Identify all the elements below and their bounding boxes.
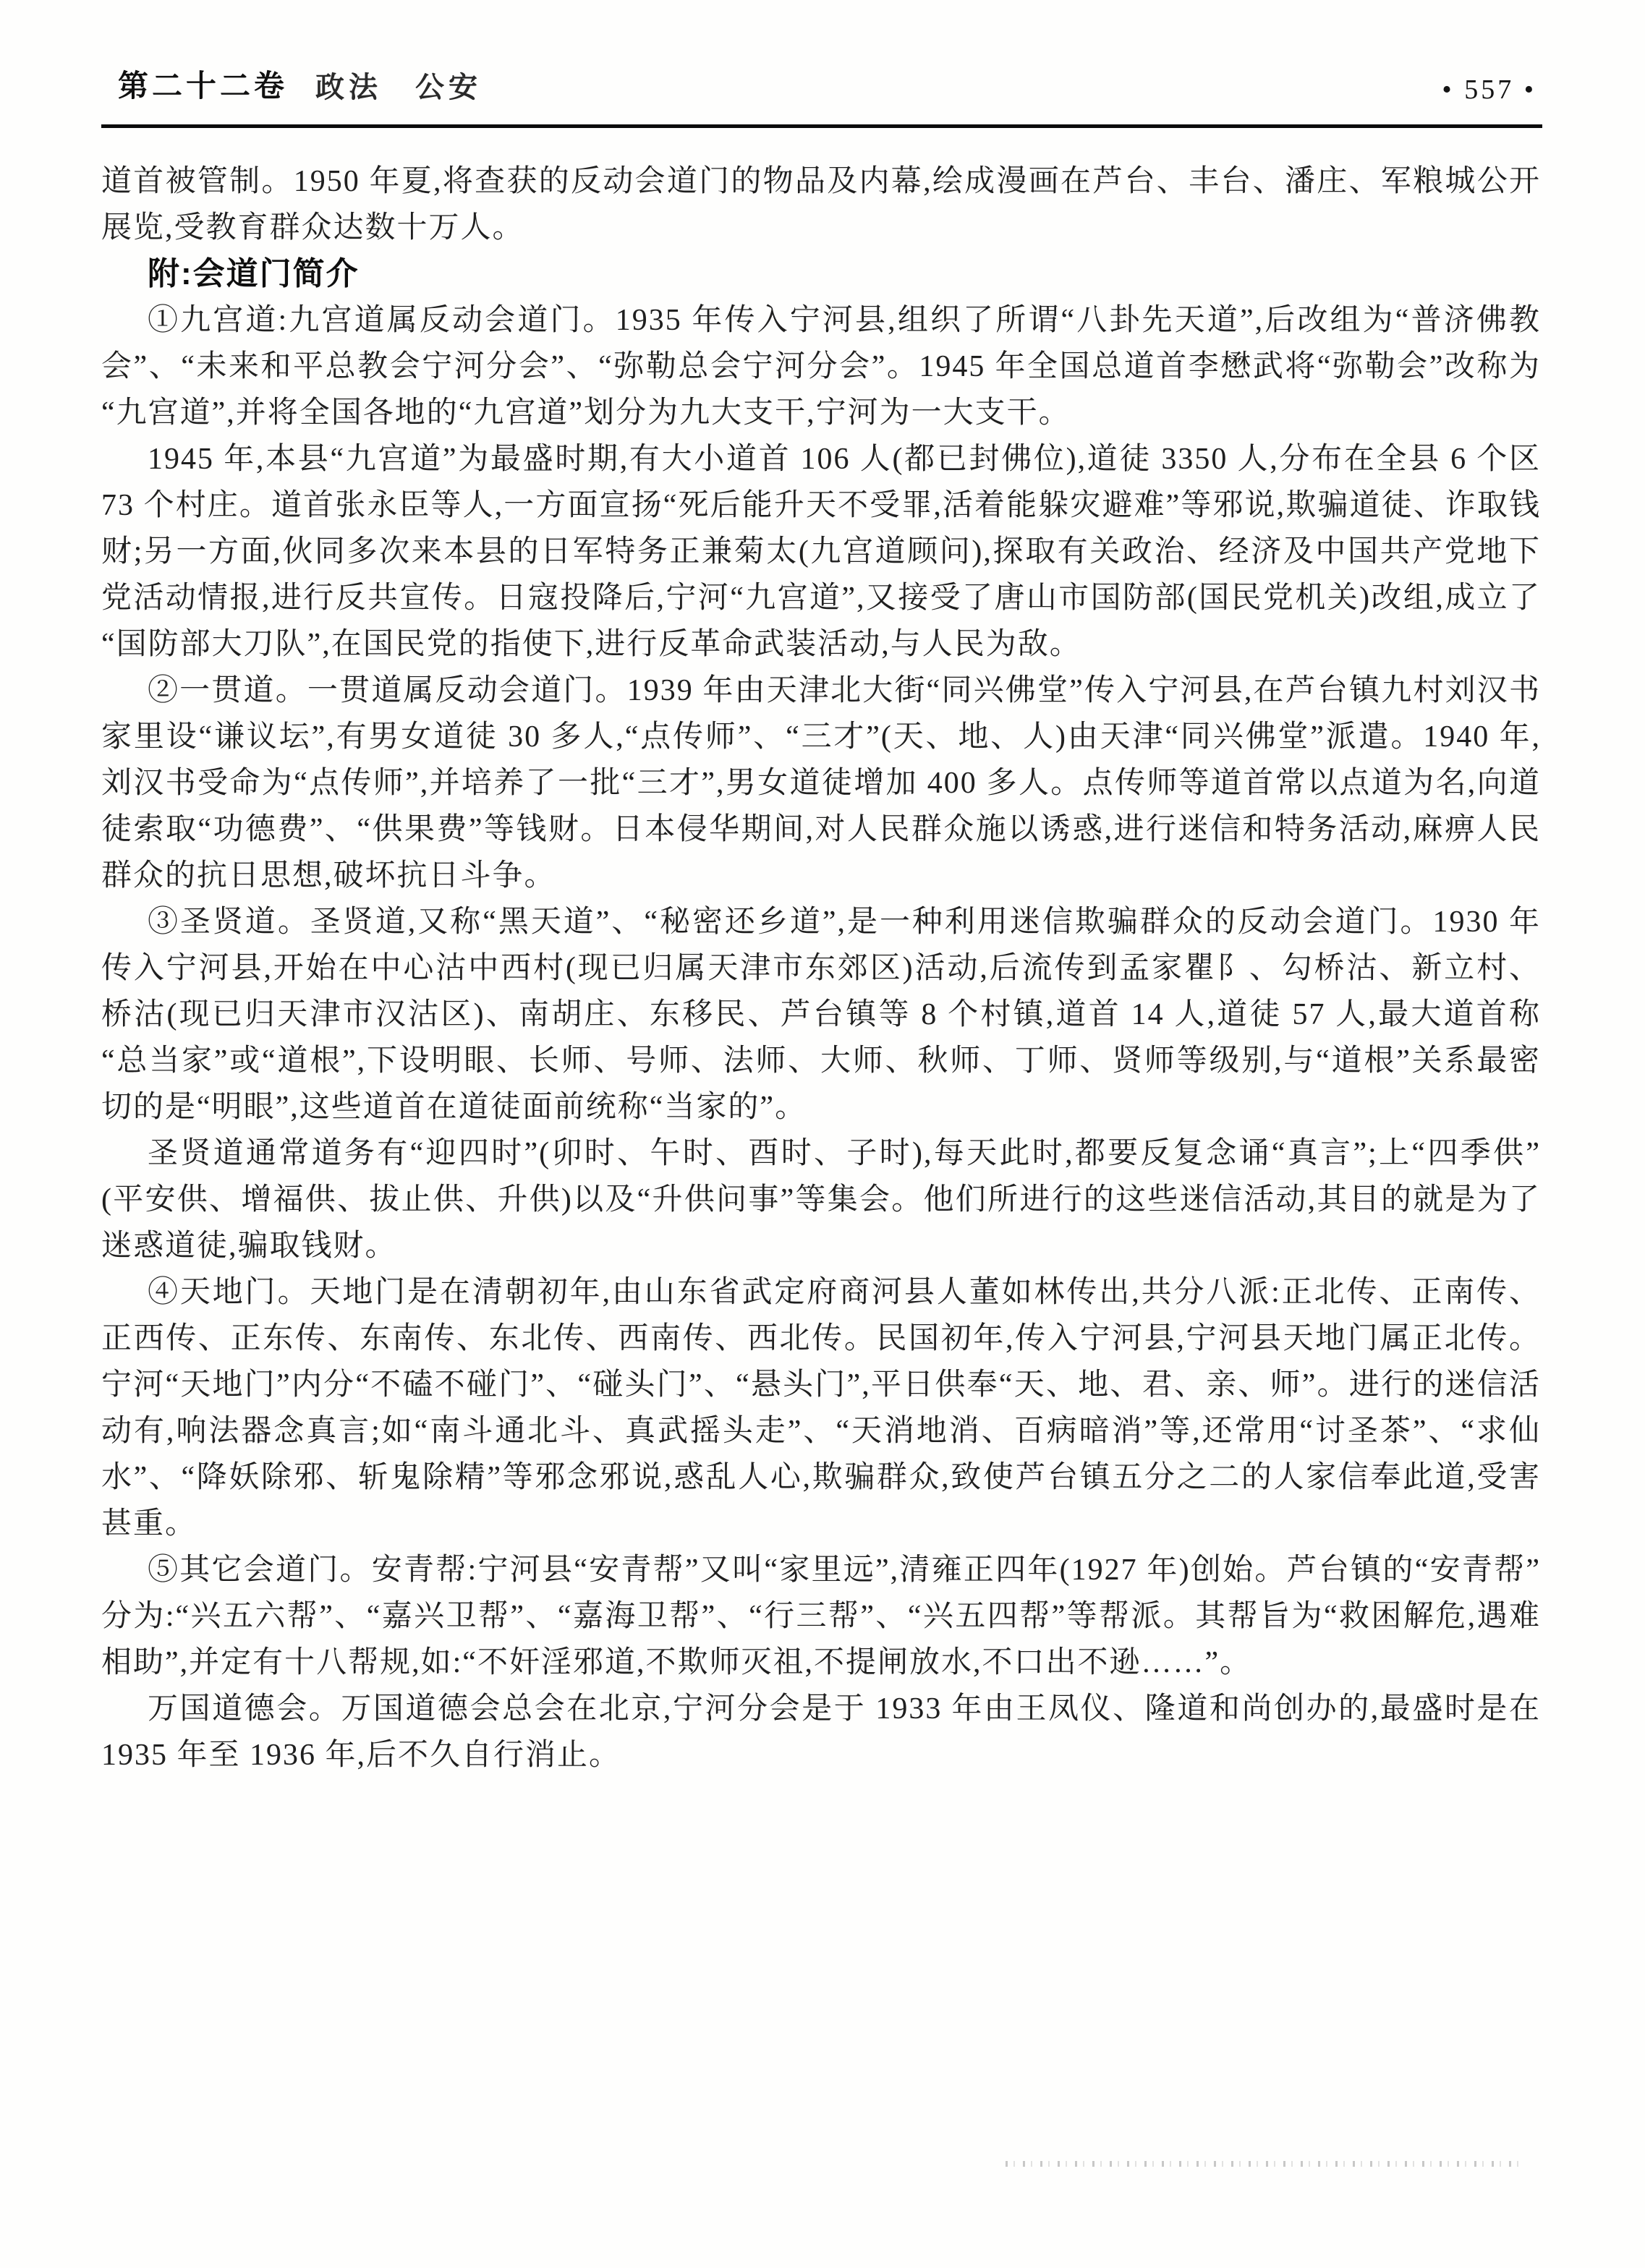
- header-title-group: [118, 62, 482, 106]
- body-paragraph-jiugongdao: ①九宫道:九宫道属反动会道门。1935 年传入宁河县,组织了所谓“八卦先天道”,后改组为“普济佛教会”、“未来和平总教会宁河分会”、“弥勒总会宁河分会”。1945 年全国总道首李懋武将“弥勒会”改称为“九宫道”,并将全国各地的“九宫道”划分为九大支干,宁河为一大支干。: [101, 304, 1541, 430]
- body-paragraph-jiugongdao-2: 1945 年,本县“九宫道”为最盛时期,有大小道首 106 人(都已封佛位),道徒 3350 人,分布在全县 6 个区 73 个村庄。道首张永臣等人,一方面宣扬“死后能升天不受罪,活着能躲灾避难”等邪说,欺骗道徒、诈取钱财;另一方面,伙同多次来本县的日军特务正兼菊太(九宫道顾问),探取有关政治、经济及中国共产党地下党活动情报,进行反共宣传。日寇投降后,宁河“九宫道”,又接受了唐山市国防部(国民党机关)改组,成立了“国防部大刀队”,在国民党的指使下,进行反革命武装活动,与人民为敌。: [101, 443, 1541, 661]
- header-divider: [101, 124, 1542, 128]
- page-body: [101, 158, 1541, 1778]
- volume-title: 第二十二卷: [118, 69, 289, 103]
- body-paragraph-tiandimen: ④天地门。天地门是在清朝初年,由山东省武定府商河县人董如林传出,共分八派:正北传、正南传、正西传、正东传、东南传、东北传、西南传、西北传。民国初年,传入宁河县,宁河县天地门属正北传。宁河“天地门”内分“不磕不碰门”、“碰头门”、“悬头门”,平日供奉“天、地、君、亲、师”。进行的迷信活动有,响法器念真言;如“南斗通北斗、真武摇头走”、“天消地消、百病暗消”等,还常用“讨圣茶”、“求仙水”、“降妖除邪、斩鬼除精”等邪念邪说,惑乱人心,欺骗群众,致使芦台镇五分之二的人家信奉此道,受害甚重。: [101, 1276, 1541, 1540]
- body-paragraph-yiguandao: ②一贯道。一贯道属反动会道门。1939 年由天津北大街“同兴佛堂”传入宁河县,在芦台镇九村刘汉书家里设“谦议坛”,有男女道徒 30 多人,“点传师”、“三才”(天、地、人)由天津“同兴佛堂”派遣。1940 年,刘汉书受命为“点传师”,并培养了一批“三才”,男女道徒增加 400 多人。点传师等道首常以点道为名,向道徒索取“功德费”、“供果费”等钱财。日本侵华期间,对人民群众施以诱惑,进行迷信和特务活动,麻痹人民群众的抗日思想,破坏抗日斗争。: [101, 674, 1541, 892]
- body-paragraph-qita-huidaomen: ⑤其它会道门。安青帮:宁河县“安青帮”又叫“家里远”,清雍正四年(1927 年)创始。芦台镇的“安青帮”分为:“兴五六帮”、“嘉兴卫帮”、“嘉海卫帮”、“行三帮”、“兴五四帮”等帮派。其帮旨为“救困解危,遇难相助”,并定有十八帮规,如:“不奸淫邪道,不欺师灭祖,不提闸放水,不口出不逊……”。: [101, 1553, 1541, 1679]
- body-paragraph-shengxiandao-2: 圣贤道通常道务有“迎四时”(卯时、午时、酉时、子时),每天此时,都要反复念诵“真言”;上“四季供”(平安供、增福供、拔止供、升供)以及“升供问事”等集会。他们所进行的这些迷信活动,其目的就是为了迷惑道徒,骗取钱财。: [101, 1137, 1541, 1263]
- section-title: 政法 公安: [315, 72, 483, 103]
- body-paragraph-wanguo-daodehui: 万国道德会。万国道德会总会在北京,宁河分会是于 1933 年由王凤仪、隆道和尚创办的,最盛时是在 1935 年至 1936 年,后不久自行消止。: [101, 1692, 1541, 1772]
- page-number: • 557 •: [1442, 74, 1536, 105]
- scan-artifact: [1006, 2161, 1526, 2167]
- section-heading: 附:会道门简介: [148, 256, 360, 291]
- body-paragraph-continuation: 道首被管制。1950 年夏,将查获的反动会道门的物品及内幕,绘成漫画在芦台、丰台、潘庄、军粮城公开展览,受教育群众达数十万人。: [101, 165, 1541, 244]
- body-paragraph-shengxiandao: ③圣贤道。圣贤道,又称“黑天道”、“秘密还乡道”,是一种利用迷信欺骗群众的反动会道门。1930 年传入宁河县,开始在中心沽中西村(现已归属天津市东郊区)活动,后流传到孟家瞿阝、勾桥沽、新立村、桥沽(现已归天津市汉沽区)、南胡庄、东移民、芦台镇等 8 个村镇,道首 14 人,道徒 57 人,最大道首称“总当家”或“道根”,下设明眼、长师、号师、法师、大师、秋师、丁师、贤师等级别,与“道根”关系最密切的是“明眼”,这些道首在道徒面前统称“当家的”。: [101, 905, 1541, 1124]
- page-header: [118, 62, 1536, 106]
